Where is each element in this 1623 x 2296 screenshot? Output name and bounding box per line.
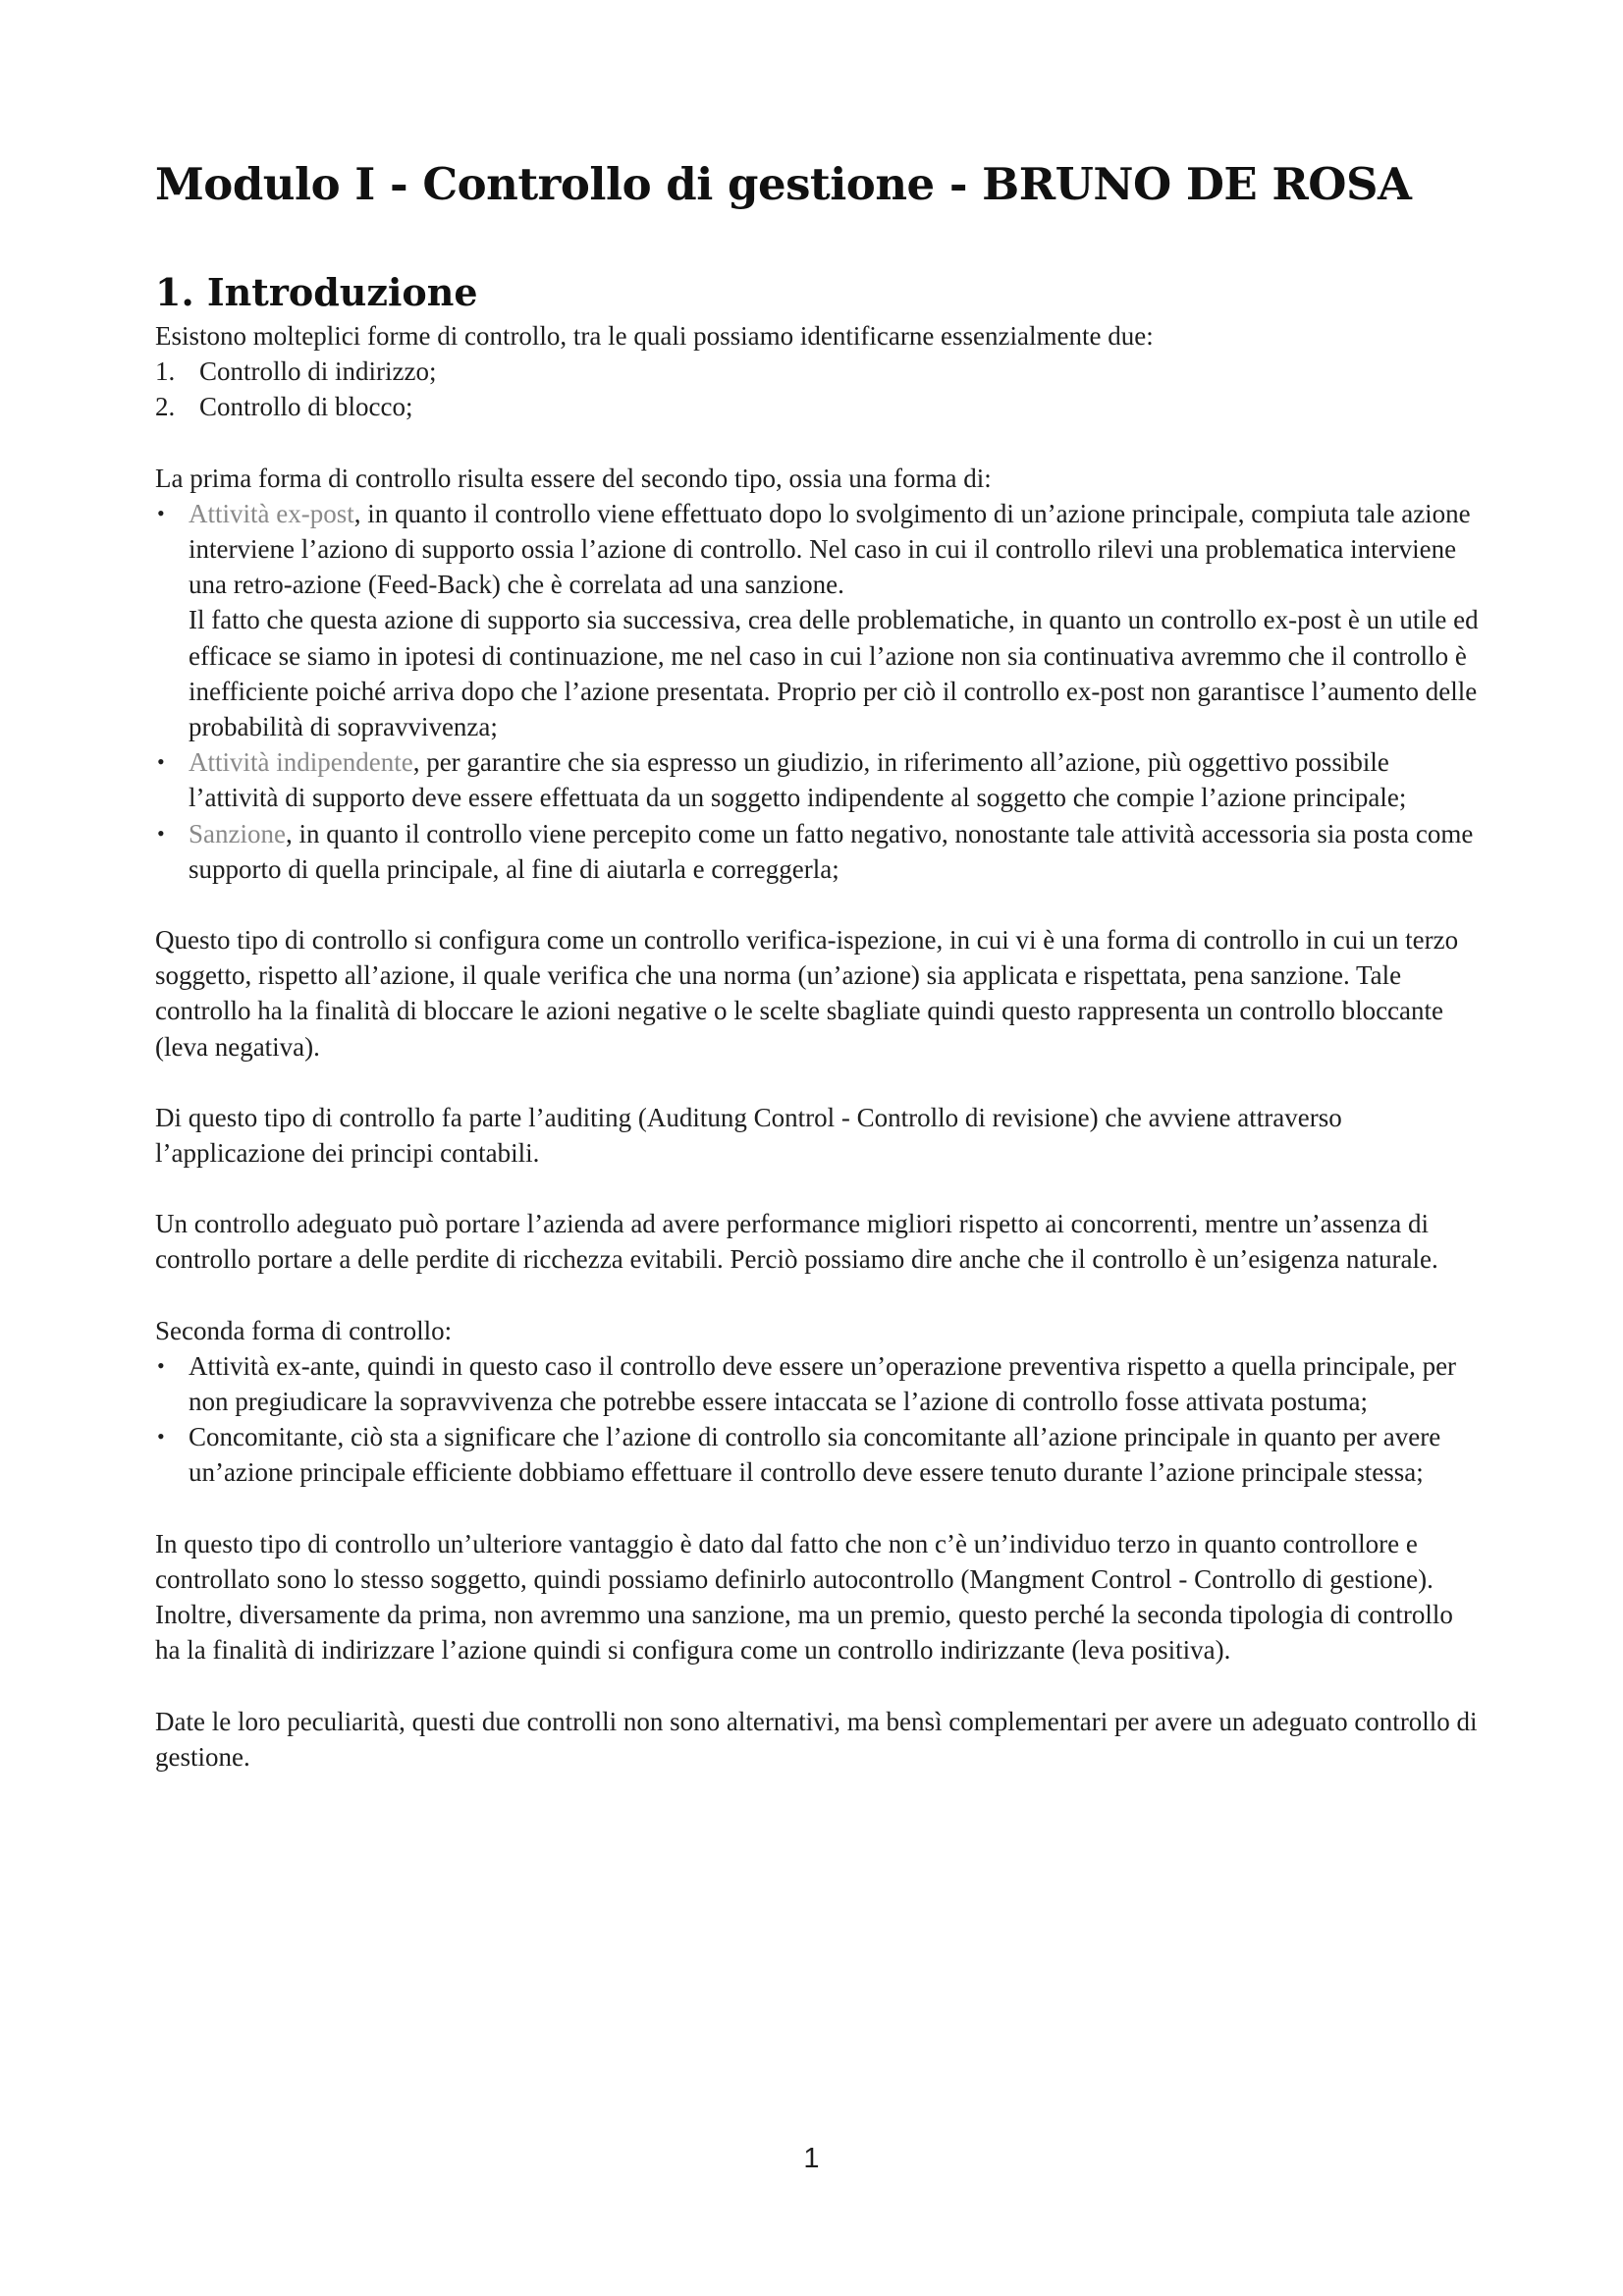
list-item: 1. Controllo di indirizzo;	[155, 356, 437, 387]
list-item: • Sanzione, in quanto il controllo viene percepito come un fatto negativo, nonostante tale attività accessoria sia posta come supporto di quella principale, al fine di aiutarla e correggerla;	[155, 816, 1481, 887]
bullet-icon: •	[157, 1352, 165, 1378]
term-highlight: Sanzione	[189, 818, 286, 848]
bullet-icon: •	[157, 820, 165, 846]
paragraph-premio: Inoltre, diversamente da prima, non avremmo una sanzione, ma un premio, questo perché la seconda tipologia di controllo ha la finalità di indirizzare l’azione quindi si configura come un controllo indirizzante (leva positiva).	[155, 1600, 1453, 1666]
list-item: 2. Controllo di blocco;	[155, 392, 413, 422]
list-item: • Attività ex-ante, quindi in questo caso il controllo deve essere un’operazione preventiva rispetto a quella principale, per non pregiudicare la sopravvivenza che potrebbe essere intaccata se l’azione di controllo fosse attivata postuma;	[155, 1348, 1481, 1419]
page-number: 1	[803, 2143, 820, 2174]
paragraph-verifica: Questo tipo di controllo si configura come un controllo verifica-ispezione, in cui vi è una forma di controllo in cui un terzo soggetto, rispetto all’azione, il quale verifica che una norma (un’azione) sia applicata e rispettata, pena sanzione. Tale controllo ha la finalità di bloccare le azioni negative o le scelte sbagliate quindi questo rappresenta un controllo bloccante (leva negativa).	[155, 925, 1459, 1062]
document-page	[155, 157, 1481, 1810]
paragraph-autocontrollo: In questo tipo di controllo un’ulteriore vantaggio è dato dal fatto che non c’è un’individuo terzo in quanto controllore e controllato sono lo stesso soggetto, quindi possiamo definirlo autocontrollo (Mangment Control - Controllo di gestione).	[155, 1528, 1434, 1594]
first-form-intro: La prima forma di controllo risulta essere del secondo tipo, ossia una forma di:	[155, 463, 992, 493]
document-title: Modulo I - Controllo di gestione - BRUNO DE ROSA	[155, 158, 1412, 210]
paragraph-adeguato: Un controllo adeguato può portare l’azienda ad avere performance migliori rispetto ai concorrenti, mentre un’assenza di controllo portare a delle perdite di ricchezza evitabili. Perciò possiamo dire anche che il controllo è un’esigenza naturale.	[155, 1209, 1438, 1275]
section-title: 1. Introduzione	[155, 270, 478, 314]
paragraph-auditing: Di questo tipo di controllo fa parte l’auditing (Auditung Control - Controllo di revisione) che avviene attraverso l’applicazione dei principi contabili.	[155, 1102, 1342, 1169]
bullet-icon: •	[157, 1424, 165, 1449]
list-item: • Concomitante, ciò sta a significare che l’azione di controllo sia concomitante all’azione principale in quanto per avere un’azione principale efficiente dobbiamo effettuare il controllo deve essere tenuto durante l’azione principale stessa;	[155, 1419, 1481, 1490]
term-highlight: Attività indipendente	[189, 747, 413, 778]
term-highlight: Attività ex-post	[189, 498, 354, 528]
list-item: • Attività indipendente, per garantire che sia espresso un giudizio, in riferimento all’azione, più oggettivo possibile l’attività di supporto deve essere effettuata da un soggetto indipendente al soggetto che compie l’azione principale;	[155, 744, 1481, 815]
paragraph-conclusione: Date le loro peculiarità, questi due controlli non sono alternativi, ma bensì complementari per avere un adeguato controllo di gestione.	[155, 1706, 1478, 1772]
forms-list	[155, 354, 1481, 424]
intro-paragraph: Esistono molteplici forme di controllo, tra le quali possiamo identificarne essenzialmente due:	[155, 321, 1154, 351]
second-form-intro: Seconda forma di controllo:	[155, 1315, 453, 1345]
list-item: • Attività ex-post, in quanto il controllo viene effettuato dopo lo svolgimento di un’azione principale, compiuta tale azione interviene l’aziono di supporto ossia l’azione di controllo. Nel caso in cui il controllo rilevi una problematica interviene una retro-azione (Feed-Back) che è correlata ad una sanzione. Il fatto che questa azione di supporto sia successiva, crea delle problematiche, in quanto un controllo ex-post è un utile ed efficace se siamo in ipotesi di continuazione, me nel caso in cui l’azione non sia continuativa avremmo che il controllo è inefficiente poiché arriva dopo che l’azione presentata. Proprio per ciò il controllo ex-post non garantisce l’aumento delle probabilità di sopravvivenza;	[155, 496, 1481, 744]
second-form-list	[155, 1348, 1481, 1491]
bullet-icon: •	[157, 500, 165, 525]
bullet-icon: •	[157, 749, 165, 775]
first-form-list	[155, 496, 1481, 887]
